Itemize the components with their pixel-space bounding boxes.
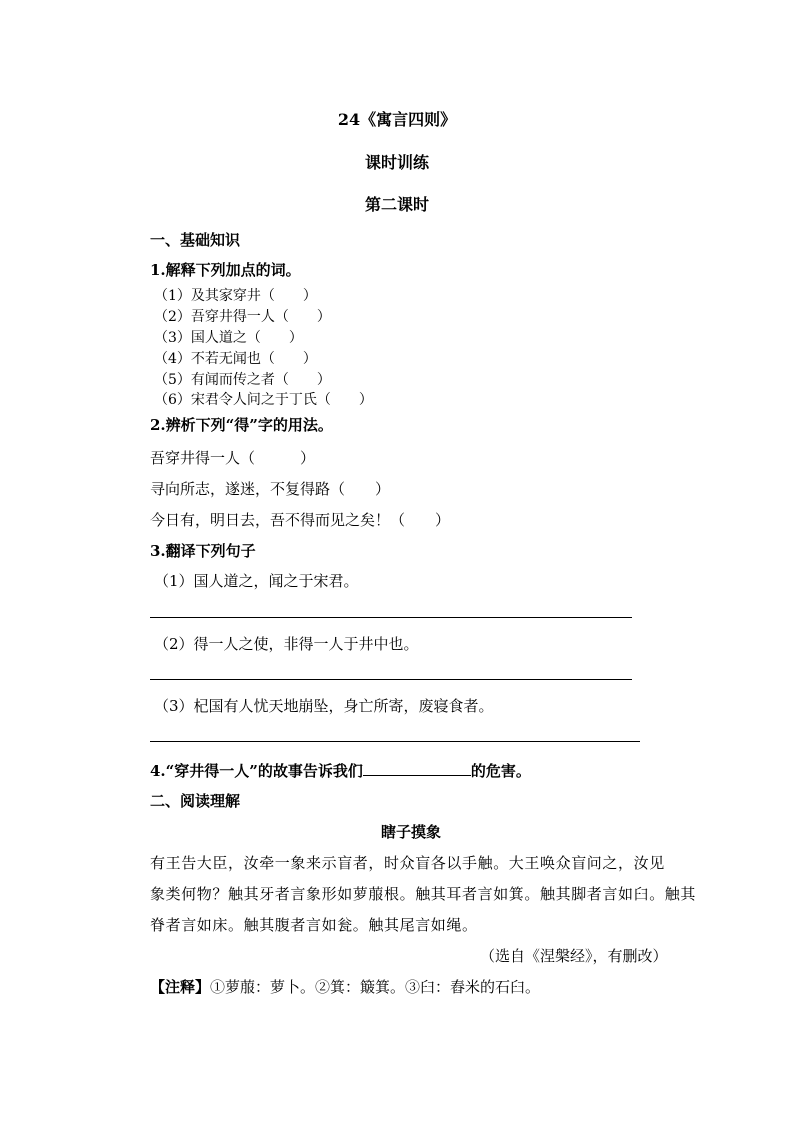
question-2-heading: 2.辨析下列“得”字的用法。: [150, 416, 333, 434]
annotation-text: ①萝菔：萝卜。②箕：簸箕。③臼：舂米的石臼。: [210, 978, 541, 996]
q3-item: （1）国人道之，闻之于宋君。: [154, 572, 359, 590]
q1-item: （2）吾穿井得一人（ ）: [154, 309, 331, 325]
answer-line[interactable]: [150, 617, 632, 618]
section-heading-basics: 一、基础知识: [150, 231, 241, 249]
question-1-heading: 1.解释下列加点的词。: [150, 261, 301, 279]
q3-item: （2）得一人之使，非得一人于井中也。: [154, 635, 419, 653]
section-heading-reading: 二、阅读理解: [150, 792, 241, 810]
q3-item: （3）杞国有人忧天地崩坠，身亡所寄，废寝食者。: [154, 697, 494, 715]
q2-item: 今日有，明日去，吾不得而见之矣！（ ）: [150, 511, 451, 529]
q1-item: （3）国人道之（ ）: [154, 330, 303, 346]
q1-item: （6）宋君令人问之于丁氏（ ）: [154, 392, 373, 408]
question-4: [150, 760, 531, 781]
passage-source: （选自《涅槃经》，有删改）: [480, 947, 668, 965]
passage-line: 脊者言如床。触其腹者言如瓮。触其尾言如绳。: [150, 916, 478, 934]
q2-item: 吾穿井得一人（ ）: [150, 449, 316, 467]
q1-item: （4）不若无闻也（ ）: [154, 351, 317, 367]
lesson-label: 第二课时: [364, 195, 429, 214]
annotation-label: 【注释】: [150, 978, 211, 996]
passage-title: 瞎子摸象: [381, 823, 442, 841]
annotation: [150, 976, 540, 997]
page-title: 24《寓言四则》: [337, 110, 457, 129]
answer-line[interactable]: [150, 741, 640, 742]
passage-line: 象类何物？触其牙者言象形如萝菔根。触其耳者言如箕。触其脚者言如臼。触其: [150, 885, 697, 903]
q4-prefix: 4.“穿井得一人”的故事告诉我们: [150, 762, 363, 780]
answer-line[interactable]: [150, 679, 632, 680]
q4-answer-blank[interactable]: [363, 761, 471, 776]
q1-item: （5）有闻而传之者（ ）: [154, 372, 331, 388]
passage-line: 有王告大臣，汝牵一象来示盲者，时众盲各以手触。大王唤众盲问之，汝见: [150, 854, 665, 872]
page-subtitle: 课时训练: [364, 153, 429, 172]
q2-item: 寻向所志，遂迷，不复得路（ ）: [150, 480, 391, 498]
q4-suffix: 的危害。: [470, 762, 531, 780]
question-3-heading: 3.翻译下列句子: [150, 542, 256, 560]
q1-item: （1）及其家穿井（ ）: [154, 288, 317, 304]
